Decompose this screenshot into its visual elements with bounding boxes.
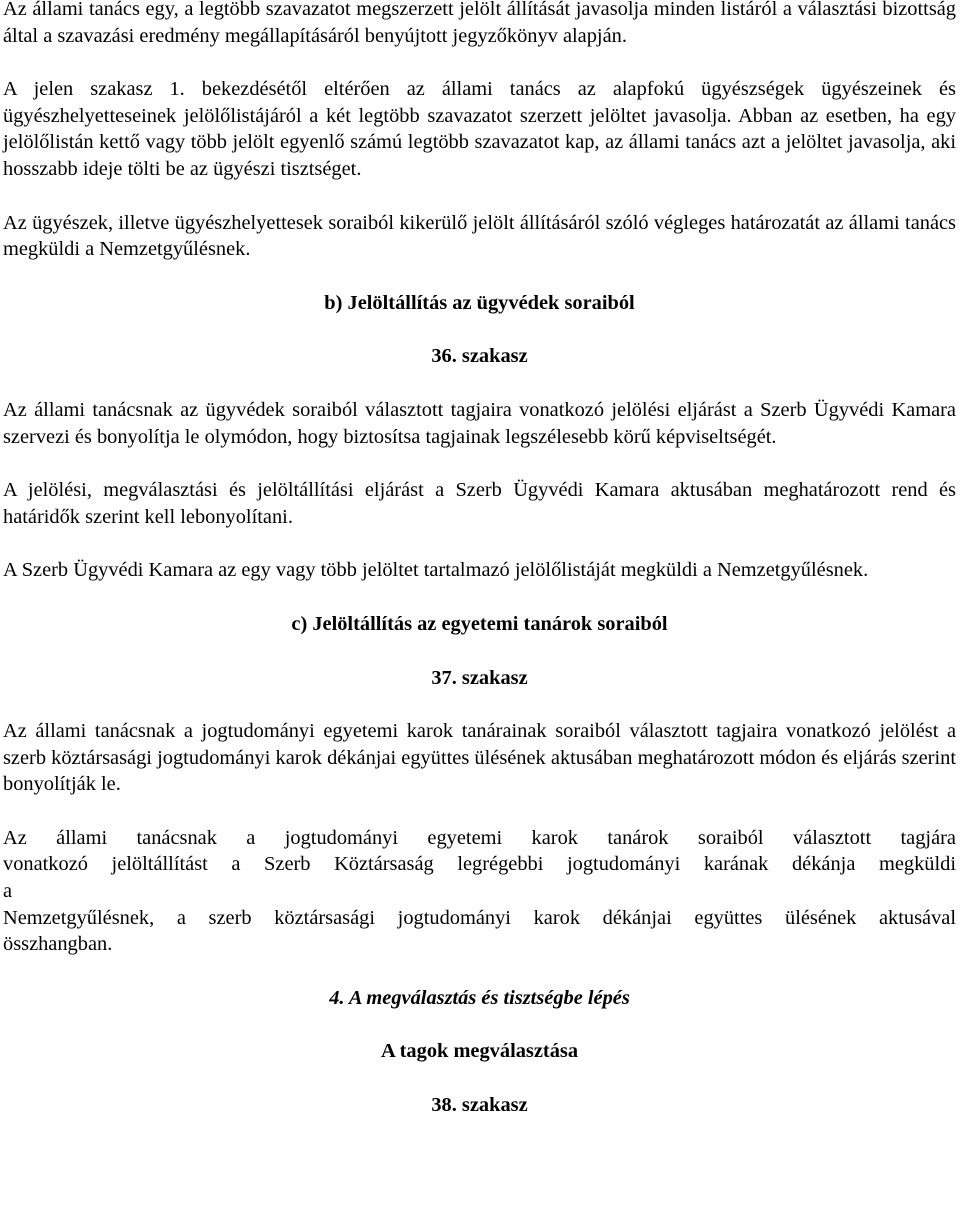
paragraph: Az ügyészek, illetve ügyészhelyettesek soraiból kikerülő jelölt állításáról szóló végleges határozatát az állami tanács megküldi a Nemzetgyűlésnek. bbox=[3, 211, 956, 261]
subsection-heading: A tagok megválasztása bbox=[380, 1040, 579, 1063]
paragraph: Az állami tanácsnak az ügyvédek soraiból választott tagjaira vonatkozó jelölési eljárást a Szerb Ügyvédi Kamara szervezi és bonyolítja le olymódon, hogy biztosítsa tagjainak legszélesebb körű képviseltségét. bbox=[3, 398, 956, 448]
paragraph-line: Nemzetgyűlésnek, a szerb köztársasági jogtudományi karok dékánjai együttes ülésének aktusával bbox=[3, 906, 956, 929]
paragraph: A jelölési, megválasztási és jelöltállítási eljárást a Szerb Ügyvédi Kamara aktusában meghatározott rend és határidők szerint kell lebonyolítani. bbox=[3, 479, 956, 528]
paragraph-line: vonatkozó jelöltállítást a Szerb Köztársaság legrégebbi jogtudományi karának dékánja megküldi bbox=[3, 853, 956, 876]
paragraph: A Szerb Ügyvédi Kamara az egy vagy több jelöltet tartalmazó jelölőlistáját megküldi a Nemzetgyűlésnek. bbox=[3, 559, 869, 582]
section-heading: c) Jelöltállítás az egyetemi tanárok soraiból bbox=[291, 612, 668, 635]
paragraph: A jelen szakasz 1. bekezdésétől eltérően az állami tanács az alapfokú ügyészségek ügyészeinek és ügyészhelyetteseinek jelölőlistájáról a két legtöbb szavazatot szerzett jelöltet javasolja. Abban az esetben, ha egy jelölőlistán kettő vagy több jelölt egyenlő számú legtöbb szavazatot kap, az állami tanács azt a jelöltet javasolja, aki hosszabb ideje tölti be az ügyészi tisztséget. bbox=[3, 78, 956, 180]
document-page bbox=[3, 0, 956, 1146]
paragraph: Az állami tanács egy, a legtöbb szavazatot megszerzett jelölt állítását javasolja minden listáról a választási bizottság által a szavazási eredmény megállapításáról benyújtott jegyzőkönyv alapján. bbox=[3, 0, 956, 47]
paragraph-line: összhangban. bbox=[3, 933, 113, 956]
chapter-heading: 4. A megválasztás és tisztségbe lépés bbox=[329, 986, 630, 1009]
paragraph: Az állami tanácsnak a jogtudományi egyetemi karok tanárainak soraiból választott tagjaira vonatkozó jelölést a szerb köztársasági jogtudományi karok dékánjai együttes ülésének aktusában meghatározott módon és eljárás szerint bonyolítják le. bbox=[3, 720, 956, 796]
article-number: 38. szakasz bbox=[431, 1094, 528, 1117]
paragraph bbox=[3, 825, 956, 958]
article-number: 36. szakasz bbox=[431, 345, 528, 368]
paragraph-line: a bbox=[3, 880, 13, 903]
article-number: 37. szakasz bbox=[431, 666, 528, 689]
paragraph-line: Az állami tanácsnak a jogtudományi egyetemi karok tanárok soraiból választott tagjára bbox=[3, 826, 956, 849]
section-heading: b) Jelöltállítás az ügyvédek soraiból bbox=[324, 291, 635, 314]
